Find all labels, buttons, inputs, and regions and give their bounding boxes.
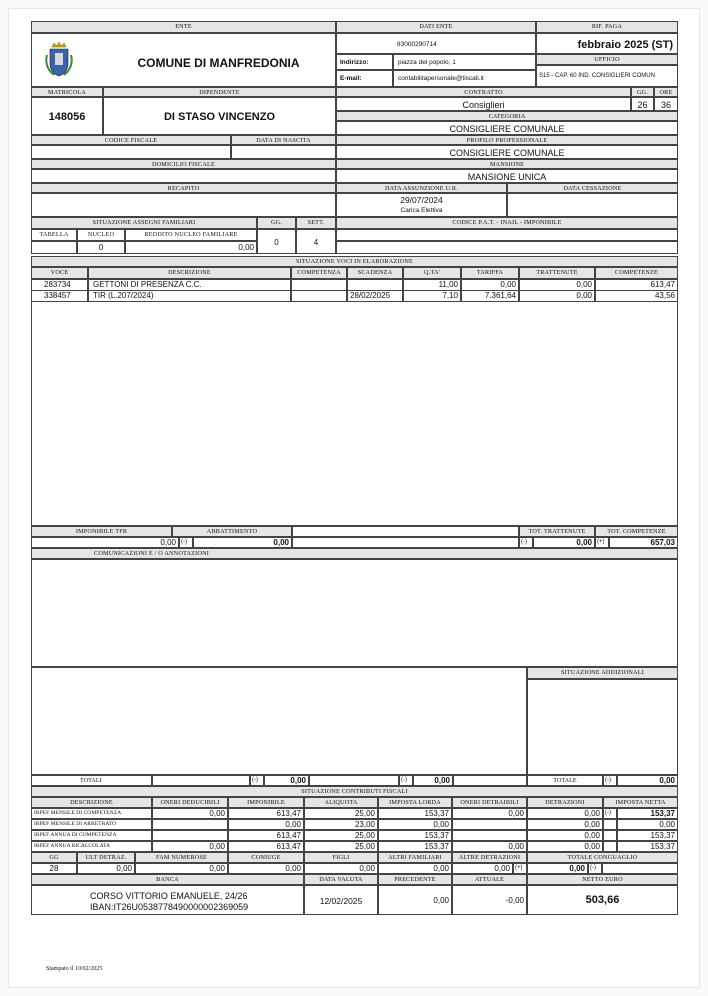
tabella-cell [31, 241, 77, 254]
carica-value: Carica Elettiva [400, 207, 443, 214]
fiscali-cell-text: 153,37 [650, 842, 675, 851]
voci-cell [88, 290, 291, 301]
sett-header: SETT. [296, 217, 336, 229]
voci-cell [403, 279, 461, 290]
fiscali-col-header: ONERI DETRAIBILI [452, 797, 527, 808]
fiscali-cell-text: 153,37 [424, 809, 449, 818]
totali-v2-cell [413, 775, 453, 786]
tot-competenze-cell [609, 537, 678, 548]
conguaglio-cell [228, 863, 304, 874]
ore-cell [654, 97, 678, 111]
conguaglio-cell [452, 863, 513, 874]
print-date: Stampato il 10/02/2025 [46, 966, 103, 972]
nucleo-value: 0 [98, 243, 104, 252]
sett-cell [296, 229, 336, 254]
fiscali-cell-text: 0,00 [584, 820, 600, 829]
matricola-value: 148056 [48, 111, 86, 123]
indirizzo-value-cell [393, 54, 536, 70]
banca-col-header: BANCA [31, 874, 304, 885]
banca-iban: IBAN:IT26U0538778490000002369059 [90, 902, 249, 912]
banca-col-header: DATA VALUTA [304, 874, 378, 885]
netto-cell [527, 885, 678, 915]
conguaglio-col-header: GG [31, 852, 77, 863]
fiscali-cell [452, 819, 527, 830]
ufficio-value: S15 - CAP. 60 IND. CONSIGLIERI COMUN [539, 73, 655, 79]
fiscali-cell-text: 0,00 [659, 820, 675, 829]
fiscali-cell [617, 819, 678, 830]
voci-cell-text: 613,47 [650, 280, 675, 289]
addizionali-left-area [31, 667, 527, 775]
fiscali-cell [527, 841, 603, 852]
minus-sign-1 [179, 537, 193, 548]
mansione-header: MANSIONE [336, 159, 678, 169]
voci-col-header: SCADENZA [347, 267, 403, 279]
profilo-header: PROFILO PROFESSIONALE [336, 135, 678, 145]
voci-col-header: TARIFFA [461, 267, 519, 279]
ufficio-header: UFFICIO [536, 54, 678, 65]
fiscali-cell-text: 25,00 [354, 809, 375, 818]
conguaglio-cell-text: 0,00 [359, 864, 375, 873]
nucleo-cell [77, 241, 125, 254]
imponibile-tfr-cell [31, 537, 179, 548]
fiscali-cell-text: 0,00 [508, 842, 524, 851]
conguaglio-cell-text: 28 [49, 864, 59, 873]
fiscali-sign-text: (-) [605, 810, 611, 816]
codice-pat-cell-2 [336, 241, 678, 254]
voci-header: SITUAZIONE VOCI IN ELABORAZIONE [31, 256, 678, 267]
fiscali-cell-text: 23,00 [354, 820, 375, 829]
tot-trattenute-cell [533, 537, 595, 548]
conguaglio-cell [304, 863, 378, 874]
email-value: contabilitapersonale@tiscali.it [398, 75, 484, 82]
fiscali-cell-text: 0,00 [209, 809, 225, 818]
ore-header: ORE [654, 87, 678, 97]
data-assunzione-value: 29/07/2024 [400, 195, 443, 205]
fiscali-cell [452, 830, 527, 841]
conguaglio-cell [31, 863, 77, 874]
fiscali-sign [603, 841, 617, 852]
rif-paga-cell [536, 33, 678, 54]
fiscali-cell [228, 841, 304, 852]
totals-spacer-2 [292, 537, 519, 548]
voci-col-header: DESCRIZIONE [88, 267, 291, 279]
voci-cell-text: 7,10 [442, 291, 458, 300]
fiscali-desc-text: IRPEF ANNUA RICALCOLATA [34, 843, 111, 849]
banca-col-header: PRECEDENTE [378, 874, 452, 885]
matricola-header: MATRICOLA [31, 87, 103, 97]
totali-v1-cell [264, 775, 309, 786]
banca-col-header: NETTO EURO [527, 874, 678, 885]
data-cessazione-header: DATA CESSAZIONE [507, 183, 678, 193]
fiscali-cell [152, 808, 228, 819]
voci-col-header: VOCE [31, 267, 88, 279]
conguaglio-col-header: ALTRE DETRAZIONI [452, 852, 527, 863]
voci-cell [461, 290, 519, 301]
fiscali-cell [304, 819, 378, 830]
conguaglio-cell-text: 0,00 [209, 864, 225, 873]
indirizzo-label-cell [336, 54, 393, 70]
data-valuta-cell-text: 12/02/2025 [319, 896, 363, 906]
fiscali-cell [152, 830, 228, 841]
dipendente-cell [103, 97, 336, 135]
matricola-cell [31, 97, 103, 135]
data-valuta-cell [304, 885, 378, 915]
profilo-cell [336, 145, 678, 159]
conguaglio-sign [588, 863, 602, 874]
conguaglio-col-header: TOTALE CONGUAGLIO [527, 852, 678, 863]
fiscali-cell [304, 830, 378, 841]
fiscali-desc-text: IRPEF ANNUA DI COMPETENZA [34, 832, 117, 838]
fiscali-col-header: IMPOSTA LORDA [378, 797, 452, 808]
fiscali-desc [31, 841, 152, 852]
fiscali-cell [304, 841, 378, 852]
fiscali-desc-text: IRPEF MENSILE DI ARRETRATO [34, 821, 117, 827]
totals-spacer [292, 526, 519, 537]
voci-cell [595, 290, 678, 301]
voci-cell-text: 7.361,64 [484, 291, 516, 300]
sign-label: (-) [521, 539, 527, 545]
totale-v3-cell [617, 775, 678, 786]
totali-v1: 0,00 [290, 776, 306, 785]
conguaglio-col-header: ALTRI FAMILIARI [378, 852, 452, 863]
categoria-cell [336, 121, 678, 135]
fiscali-cell-text: 613,47 [276, 831, 301, 840]
voci-cell-text: 0,00 [576, 280, 592, 289]
conguaglio-sign-text: (+) [515, 865, 523, 871]
fiscali-cell-text: 613,47 [276, 809, 301, 818]
data-nascita-cell [231, 145, 336, 159]
categoria-header: CATEGORIA [336, 111, 678, 121]
ente-codice: 83000290714 [397, 41, 437, 48]
fiscali-cell-text: 613,47 [276, 842, 301, 851]
voci-cell-text: 283734 [44, 280, 71, 289]
conguaglio-cell-text: 0,00 [569, 864, 585, 873]
tot-trattenute-header: TOT. TRATTENUTE [519, 526, 595, 537]
fiscali-cell [228, 830, 304, 841]
minus-sign-2 [519, 537, 533, 548]
abbattimento-value: 0,00 [273, 538, 289, 547]
fiscali-cell-text: 0,00 [209, 842, 225, 851]
comunicazioni-header: COMUNICAZIONI E / O ANNOTAZIONI [31, 548, 678, 559]
voci-cell-text: 43,56 [654, 291, 675, 300]
codice-pat-cell-1 [336, 229, 678, 241]
email-label-cell [336, 70, 393, 87]
indirizzo-label: Indirizzo: [340, 59, 369, 66]
banca-cell [31, 885, 304, 915]
voci-cell [31, 290, 88, 301]
reddito-header: REDDITO NUCLEO FAMILIARE [125, 229, 257, 241]
conguaglio-col-header: FIGLI [304, 852, 378, 863]
voci-cell [347, 290, 403, 301]
banca-indirizzo: CORSO VITTORIO EMANUELE, 24/26 [90, 891, 248, 901]
rif-paga-header: RIF. PAGA [536, 21, 678, 33]
ente-code-cell [336, 33, 536, 54]
fiscali-cell-text: 0,00 [584, 831, 600, 840]
voci-cell-text: GETTONI DI PRESENZA C.C. [93, 280, 202, 289]
conguaglio-cell-text: 0,00 [285, 864, 301, 873]
indirizzo-value: piazza del popolo, 1 [398, 59, 456, 66]
attuale-cell-text: -0,00 [505, 896, 524, 905]
dipendente-header: DIPENDENTE [103, 87, 336, 97]
gg-header: GG. [631, 87, 654, 97]
mansione-value: MANSIONE UNICA [467, 172, 547, 182]
assegni-header: SITUAZIONE ASSEGNI FAMILIARI [31, 217, 257, 229]
fiscali-cell [527, 808, 603, 819]
categoria-value: CONSIGLIERE COMUNALE [449, 124, 565, 134]
ente-name: COMUNE DI MANFREDONIA [137, 56, 300, 70]
sign-label: (-) [252, 777, 258, 783]
sign-label: (+) [597, 539, 605, 545]
email-label: E-mail: [340, 75, 362, 82]
fiscali-desc [31, 830, 152, 841]
mansione-cell [336, 169, 678, 183]
voci-cell [88, 279, 291, 290]
fiscali-col-header: ONERI DEDUCIBILI [152, 797, 228, 808]
data-assunzione-header: DATA ASSUNZIONE U.R. [336, 183, 507, 193]
fiscali-cell-text: 0,00 [584, 809, 600, 818]
sett-value: 4 [313, 238, 319, 247]
voci-col-header: TRATTENUTE [519, 267, 595, 279]
voci-cell-text: 0,00 [500, 280, 516, 289]
fiscali-cell-text: 153,37 [650, 809, 675, 818]
sign-label: (-) [181, 539, 187, 545]
ente-header: ENTE [31, 21, 336, 33]
voci-cell-text: 338457 [44, 291, 71, 300]
voci-col-header: COMPETENZA [291, 267, 347, 279]
totale-minus [603, 775, 617, 786]
recapito-cell [31, 193, 336, 217]
fiscali-sign [603, 830, 617, 841]
fiscali-cell-text: 25,00 [354, 842, 375, 851]
fiscali-sign [603, 819, 617, 830]
fiscali-cell [617, 841, 678, 852]
profilo-value: CONSIGLIERE COMUNALE [449, 148, 565, 158]
rif-paga-value: febbraio 2025 (ST) [577, 39, 673, 51]
fiscali-cell [452, 808, 527, 819]
totali-spacer-2 [309, 775, 399, 786]
fiscali-desc [31, 819, 152, 830]
data-assunzione-cell [336, 193, 507, 217]
conguaglio-cell [378, 863, 452, 874]
totali-label: TOTALI [31, 775, 152, 786]
assegni-gg-header: GG. [257, 217, 296, 229]
fiscali-cell-text: 0,00 [433, 820, 449, 829]
nucleo-header: NUCLEO [77, 229, 125, 241]
voci-cell [291, 290, 347, 301]
fiscali-cell-text: 153,37 [424, 831, 449, 840]
totale-v3: 0,00 [659, 776, 675, 785]
voci-cell-text: 0,00 [576, 291, 592, 300]
addizionali-header: SITUAZIONE ADDIZIONALI [527, 667, 678, 679]
sign-label: (-) [401, 777, 407, 783]
conguaglio-cell [527, 863, 588, 874]
fiscali-cell [617, 830, 678, 841]
conguaglio-sign [513, 863, 527, 874]
addizionali-area [527, 679, 678, 775]
voci-col-header: Q.TA' [403, 267, 461, 279]
fiscali-cell-text: 0,00 [584, 842, 600, 851]
tot-competenze-value: 657,03 [650, 538, 675, 547]
totali-spacer-3 [453, 775, 527, 786]
totali-v2: 0,00 [434, 776, 450, 785]
fiscali-cell [228, 808, 304, 819]
contratto-value: Consiglieri [462, 100, 505, 110]
conguaglio-cell-text: 0,00 [494, 864, 510, 873]
imponibile-tfr-value: 0,00 [160, 538, 176, 547]
domicilio-header: DOMICILIO FISCALE [31, 159, 336, 169]
contratto-cell [336, 97, 631, 111]
gg-value: 26 [637, 100, 648, 110]
ufficio-cell [536, 65, 678, 87]
ore-value: 36 [660, 100, 671, 110]
fiscali-cell-text: 153,37 [650, 831, 675, 840]
conguaglio-cell [135, 863, 228, 874]
voci-col-header: COMPETENZE [595, 267, 678, 279]
fiscali-cell [152, 819, 228, 830]
totali-spacer-1 [152, 775, 250, 786]
banca-col-header: ATTUALE [452, 874, 527, 885]
voci-cell-text: TIR (L.207/2024) [93, 291, 154, 300]
fiscali-cell [378, 841, 452, 852]
totale-label: TOTALE [527, 775, 603, 786]
voci-body-area [31, 301, 678, 526]
fiscali-cell [452, 841, 527, 852]
conguaglio-cell-text: 0,00 [433, 864, 449, 873]
voci-cell [519, 290, 595, 301]
conguaglio-sign-text: (-) [590, 865, 596, 871]
voci-cell [31, 279, 88, 290]
attuale-cell [452, 885, 527, 915]
voci-cell [595, 279, 678, 290]
comunicazioni-area [31, 559, 678, 667]
conguaglio-cell-text: 0,00 [116, 864, 132, 873]
tabella-header: TABELLA [31, 229, 77, 241]
voci-cell [291, 279, 347, 290]
ente-block [31, 33, 336, 87]
tot-competenze-header: TOT. COMPETENZE [595, 526, 678, 537]
fiscali-cell [304, 808, 378, 819]
email-value-cell [393, 70, 536, 87]
data-nascita-header: DATA DI NASCITA [231, 135, 336, 145]
contratto-header: CONTRATTO [336, 87, 631, 97]
conguaglio-col-header: CONIUGE [228, 852, 304, 863]
fiscali-cell-text: 0,00 [508, 809, 524, 818]
assegni-gg-value: 0 [274, 238, 279, 247]
precedente-cell-text: 0,00 [433, 896, 449, 905]
fiscali-col-header: IMPONIBILE [228, 797, 304, 808]
codice-fiscale-cell [31, 145, 231, 159]
domicilio-cell [31, 169, 336, 183]
fiscali-sign [603, 808, 617, 819]
totali-minus-2 [399, 775, 413, 786]
voci-cell [519, 279, 595, 290]
fiscali-header: SITUAZIONE CONTRIBUTI FISCALI [31, 786, 678, 797]
fiscali-col-header: DESCRIZIONE [31, 797, 152, 808]
abbattimento-header: ABBATTIMENTO [172, 526, 292, 537]
codice-pat-header: CODICE P.A.T. - INAIL - IMPONIBILE [336, 217, 678, 229]
conguaglio-col-header: FAM NUMEROSE [135, 852, 228, 863]
fiscali-col-header: ALIQUOTA [304, 797, 378, 808]
data-cessazione-cell [507, 193, 678, 217]
voci-cell [347, 279, 403, 290]
abbattimento-cell [193, 537, 292, 548]
voci-cell-text: 28/02/2025 [350, 291, 391, 300]
recapito-header: RECAPITO [31, 183, 336, 193]
fiscali-cell [617, 808, 678, 819]
netto-cell-text: 503,66 [585, 894, 620, 906]
fiscali-cell [378, 808, 452, 819]
fiscali-cell [378, 830, 452, 841]
reddito-value: 0,00 [238, 243, 254, 252]
fiscali-col-header: DETRAZIONI [527, 797, 603, 808]
conguaglio-spacer [602, 863, 678, 874]
fiscali-cell-text: 153,37 [424, 842, 449, 851]
conguaglio-col-header: ULT DETRAZ. [77, 852, 135, 863]
voci-cell [403, 290, 461, 301]
sign-label: (-) [605, 777, 611, 783]
imponibile-tfr-header: IMPONIBILE TFR [31, 526, 172, 537]
fiscali-cell [228, 819, 304, 830]
fiscali-col-header: IMPOSTA NETTA [603, 797, 678, 808]
fiscali-desc-text: IRPEF MENSILE DI COMPETENZA [34, 810, 122, 816]
plus-sign-1 [595, 537, 609, 548]
fiscali-cell-text: 0,00 [285, 820, 301, 829]
fiscali-desc [31, 808, 152, 819]
reddito-cell [125, 241, 257, 254]
fiscali-cell [152, 841, 228, 852]
fiscali-cell [527, 819, 603, 830]
assegni-gg-cell [257, 229, 296, 254]
dipendente-name: DI STASO VINCENZO [163, 111, 276, 123]
fiscali-cell [378, 819, 452, 830]
fiscali-cell [527, 830, 603, 841]
precedente-cell [378, 885, 452, 915]
codice-fiscale-header: CODICE FISCALE [31, 135, 231, 145]
gg-cell [631, 97, 654, 111]
dati-ente-header: DATI ENTE [336, 21, 536, 33]
fiscali-cell-text: 25,00 [354, 831, 375, 840]
voci-cell-text: 11,00 [438, 280, 458, 289]
conguaglio-cell [77, 863, 135, 874]
totali-minus-1 [250, 775, 264, 786]
tot-trattenute-value: 0,00 [576, 538, 592, 547]
voci-cell [461, 279, 519, 290]
